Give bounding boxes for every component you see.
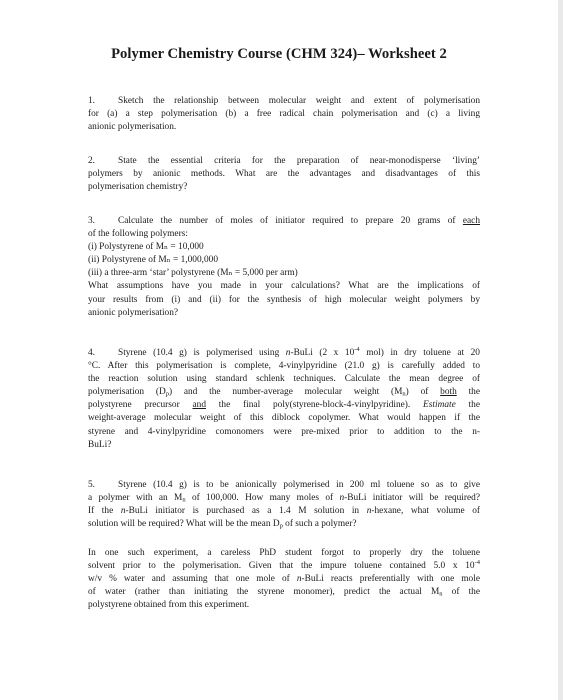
question-number: 4.: [88, 348, 96, 358]
list-item: (i) Polystyrene of Mₙ = 10,000: [88, 242, 204, 253]
question-number: 3.: [88, 216, 96, 226]
superscript: -4: [474, 559, 480, 567]
question-text: °C. After this polymerisation is complete, 4-vinylpyridine (21.0 g) is carefully added to: [88, 361, 480, 372]
question-text: of the following polymers:: [88, 229, 188, 240]
question-text: ) of: [405, 387, 441, 398]
question-text: the: [455, 400, 480, 411]
emphasis-both: both: [440, 387, 457, 398]
question-text: BuLi?: [88, 439, 112, 450]
question-text: mol) in dry toluene at 20: [359, 348, 480, 358]
question-text: -BuLi initiator is purchased as a 1.4 M solution in: [125, 506, 367, 517]
question-text: solvent prior to the polymerisation. Given that the impure toluene contained 5.0 x 10: [88, 561, 475, 572]
question-text: -hexane, what volume of: [371, 506, 481, 517]
question-text: for (a) a step polymerisation (b) a free radical chain polymerisation and (c) a living: [88, 109, 480, 120]
list-item: (ii) Polystyrene of Mₙ = 1,000,000: [88, 255, 218, 266]
question-text: polystyrene precursor: [88, 400, 193, 411]
question-5: [88, 479, 480, 531]
list-item: (iii) a three-arm ‘star’ polystyrene (Mₙ = 5,000 per arm): [88, 268, 298, 279]
italic-n: n: [366, 506, 372, 517]
question-3: [88, 215, 480, 320]
question-text: What assumptions have you made in your calculations? What are the implications of: [88, 281, 480, 292]
question-text: weight-average molecular weight of this diblock copolymer. What would happen if the: [88, 413, 480, 424]
question-text: Sketch the relationship between molecular weight and extent of polymerisation: [118, 96, 480, 106]
italic-n: n: [285, 348, 291, 358]
question-text: ) and the number-average molecular weight (M: [168, 387, 403, 398]
question-number: 5.: [88, 480, 96, 490]
question-text: Styrene (10.4 g) is polymerised using: [118, 348, 286, 358]
question-4: [88, 347, 480, 452]
subscript: n: [439, 590, 443, 598]
question-text: Styrene (10.4 g) is to be anionically polymerised in 200 ml toluene so as to give: [118, 480, 480, 490]
question-text: the final poly(styrene-block-4-vinylpyridine).: [206, 400, 424, 411]
emphasis-each: each: [462, 216, 480, 226]
question-text: anionic polymerisation?: [88, 307, 179, 318]
italic-n: n: [120, 506, 126, 517]
question-text: w/v % water and assuming that one mole of: [88, 574, 297, 585]
question-text: polystyrene obtained from this experiment.: [88, 600, 250, 611]
question-2: [88, 155, 480, 194]
question-text: polymers by anionic methods. What are the advantages and disadvantages of this: [88, 169, 480, 180]
question-text: polymerisation chemistry?: [88, 182, 188, 193]
question-text: If the: [88, 506, 121, 517]
question-text: solution will be required? What will be the mean D: [88, 519, 280, 530]
question-text: styrene and 4-vinylpyridine comonomers were pre-mixed prior to addition to the n-: [88, 426, 480, 437]
question-text: Calculate the number of moles of initiator required to prepare 20 grams of: [118, 216, 463, 226]
question-text: -BuLi reacts preferentially with one mole: [301, 574, 480, 585]
question-text: of the: [442, 587, 481, 598]
italic-n: n: [339, 493, 345, 504]
question-number: 1.: [88, 96, 96, 106]
subscript: p: [165, 390, 169, 398]
question-text: State the essential criteria for the preparation of near-monodisperse ‘living’: [118, 156, 480, 166]
question-text: of such a polymer?: [282, 519, 357, 530]
question-text: your results from (i) and (ii) for the synthesis of high molecular weight polymers by: [88, 294, 480, 305]
subscript: n: [182, 496, 186, 504]
question-text: the reaction solution using standard schlenk techniques. Calculate the mean degree of: [88, 374, 480, 385]
superscript: -4: [354, 346, 360, 353]
question-text: polymerisation (D: [88, 387, 166, 398]
question-5-followup: [88, 547, 480, 612]
question-text: of 100,000. How many moles of: [185, 493, 340, 504]
question-text: -BuLi initiator will be required?: [344, 493, 480, 504]
question-text: a polymer with an M: [88, 493, 183, 504]
question-text: anionic polymerisation.: [88, 122, 177, 133]
question-text: -BuLi (2 x 10: [290, 348, 355, 358]
question-text: of water (rather than initiating the styrene monomer), predict the actual M: [88, 587, 440, 598]
question-text: the: [456, 387, 480, 398]
question-1: [88, 95, 480, 134]
subscript: p: [279, 522, 283, 530]
page-title: Polymer Chemistry Course (CHM 324)– Worksheet 2: [111, 46, 447, 62]
question-text: In one such experiment, a careless PhD student forgot to properly dry the toluene: [88, 548, 480, 558]
subscript: n: [402, 390, 406, 398]
emphasis-estimate: Estimate: [423, 400, 456, 411]
emphasis-and: and: [192, 400, 206, 411]
question-number: 2.: [88, 156, 96, 166]
italic-n: n: [296, 574, 302, 585]
